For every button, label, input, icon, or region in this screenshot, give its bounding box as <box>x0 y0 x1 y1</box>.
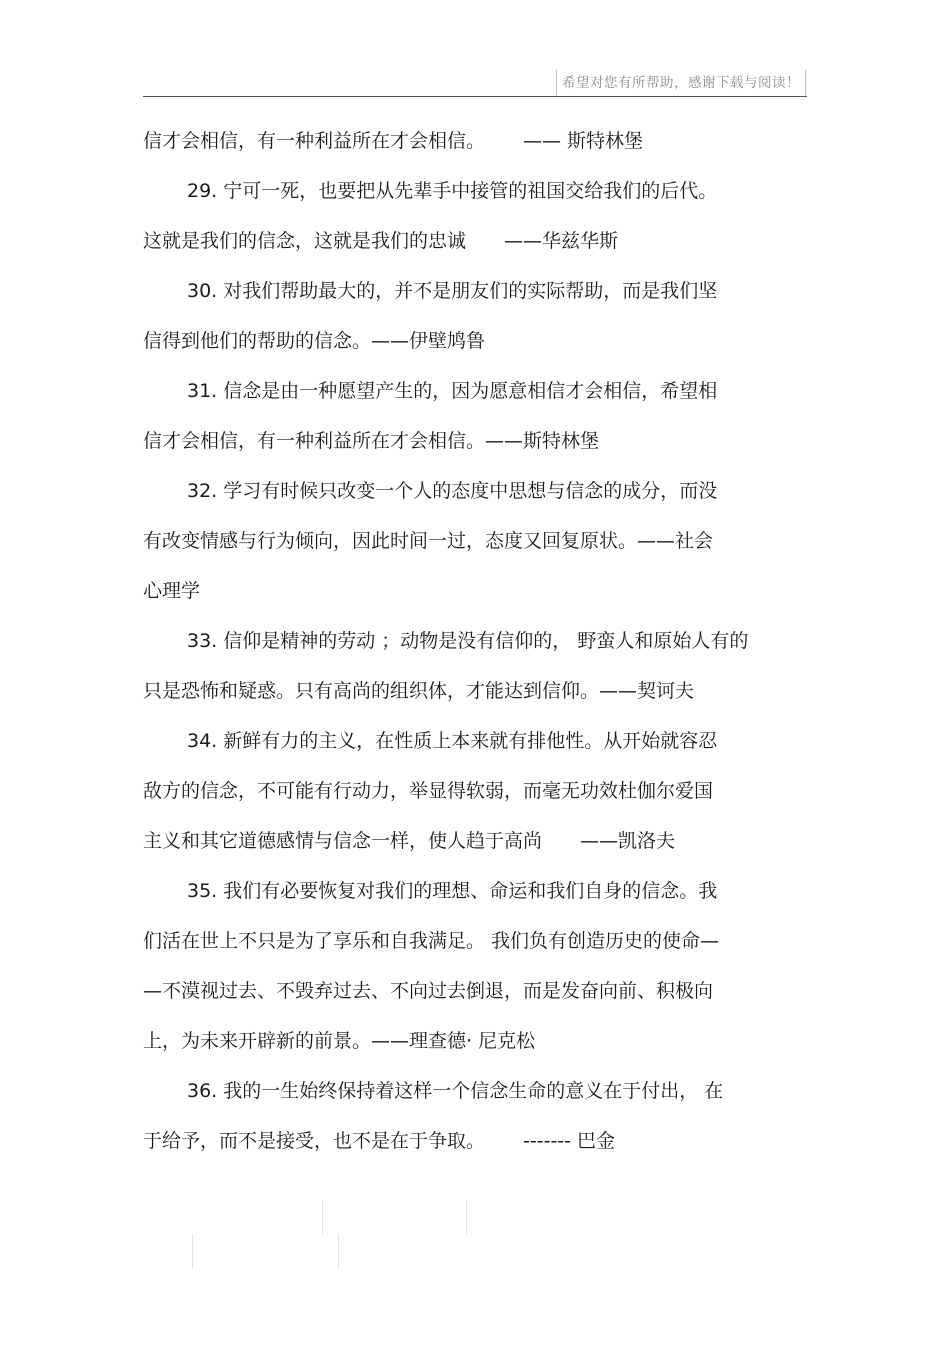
text-line-content: 36. 我的一生始终保持着这样一个信念生命的意义在于付出， 在 <box>187 1080 724 1102</box>
text-line-content: 信得到他们的帮助的信念。——伊壁鸠鲁 <box>143 330 486 352</box>
header-rule <box>143 96 807 97</box>
text-line <box>143 666 811 716</box>
faint-mark <box>322 1200 323 1234</box>
text-line <box>143 316 811 366</box>
text-line <box>143 1116 811 1166</box>
text-line <box>143 366 811 416</box>
text-line <box>143 166 811 216</box>
text-line-content: 上，为未来开辟新的前景。——理查德· 尼克松 <box>143 1030 536 1052</box>
text-line-content: 30. 对我们帮助最大的，并不是朋友们的实际帮助，而是我们坚 <box>187 280 718 302</box>
text-line <box>143 266 811 316</box>
header-note: 希望对您有所帮助，感谢下载与阅读！ <box>556 70 806 97</box>
text-line-content: 这就是我们的信念，这就是我们的忠诚 <box>143 230 467 252</box>
text-line-content: 信才会相信，有一种利益所在才会相信。 <box>143 130 486 152</box>
text-line <box>143 466 811 516</box>
attribution: ——凯洛夫 <box>580 830 676 852</box>
attribution: ——华兹华斯 <box>504 230 619 252</box>
text-line-content: —不漠视过去、不毁弃过去、不向过去倒退，而是发奋向前、积极向 <box>143 980 714 1002</box>
text-line <box>143 516 811 566</box>
text-line-content: 34. 新鲜有力的主义，在性质上本来就有排他性。从开始就容忍 <box>187 730 718 752</box>
text-line <box>143 766 811 816</box>
text-line-content: 信才会相信，有一种利益所在才会相信。——斯特林堡 <box>143 430 600 452</box>
text-line <box>143 116 811 166</box>
text-line-content: 只是恐怖和疑惑。只有高尚的组织体，才能达到信仰。——契诃夫 <box>143 680 695 702</box>
text-line <box>143 816 811 866</box>
text-line <box>143 1066 811 1116</box>
text-line-content: 敌方的信念，不可能有行动力，举显得软弱，而毫无功效杜伽尔爱国 <box>143 780 714 802</box>
text-line-content: 心理学 <box>143 580 201 602</box>
text-line-content: 主义和其它道德感情与信念一样，使人趋于高尚 <box>143 830 543 852</box>
text-line <box>143 716 811 766</box>
text-line-content: 31. 信念是由一种愿望产生的，因为愿意相信才会相信，希望相 <box>187 380 718 402</box>
text-line <box>143 566 811 616</box>
attribution: ------- 巴金 <box>523 1130 616 1152</box>
attribution: —— 斯特林堡 <box>523 130 644 152</box>
text-line-content: 们活在世上不只是为了享乐和自我满足。 我们负有创造历史的使命— <box>143 930 720 952</box>
faint-mark <box>192 1234 193 1268</box>
text-line-content: 33. 信仰是精神的劳动 ；动物是没有信仰的， 野蛮人和原始人有的 <box>187 630 749 652</box>
faint-mark <box>338 1234 339 1268</box>
text-line-content: 32. 学习有时候只改变一个人的态度中思想与信念的成分，而没 <box>187 480 718 502</box>
text-line-content: 35. 我们有必要恢复对我们的理想、命运和我们自身的信念。我 <box>187 880 718 902</box>
text-line-content: 有改变情感与行为倾向，因此时间一过，态度又回复原状。——社会 <box>143 530 714 552</box>
text-line-content: 于给予，而不是接受，也不是在于争取。 <box>143 1130 486 1152</box>
text-line <box>143 1016 811 1066</box>
text-line <box>143 866 811 916</box>
text-line <box>143 416 811 466</box>
text-line <box>143 916 811 966</box>
text-line <box>143 616 811 666</box>
document-body <box>143 116 811 1166</box>
text-line-content: 29. 宁可一死，也要把从先辈手中接管的祖国交给我们的后代。 <box>187 180 718 202</box>
faint-mark <box>466 1200 467 1234</box>
text-line <box>143 966 811 1016</box>
text-line <box>143 216 811 266</box>
